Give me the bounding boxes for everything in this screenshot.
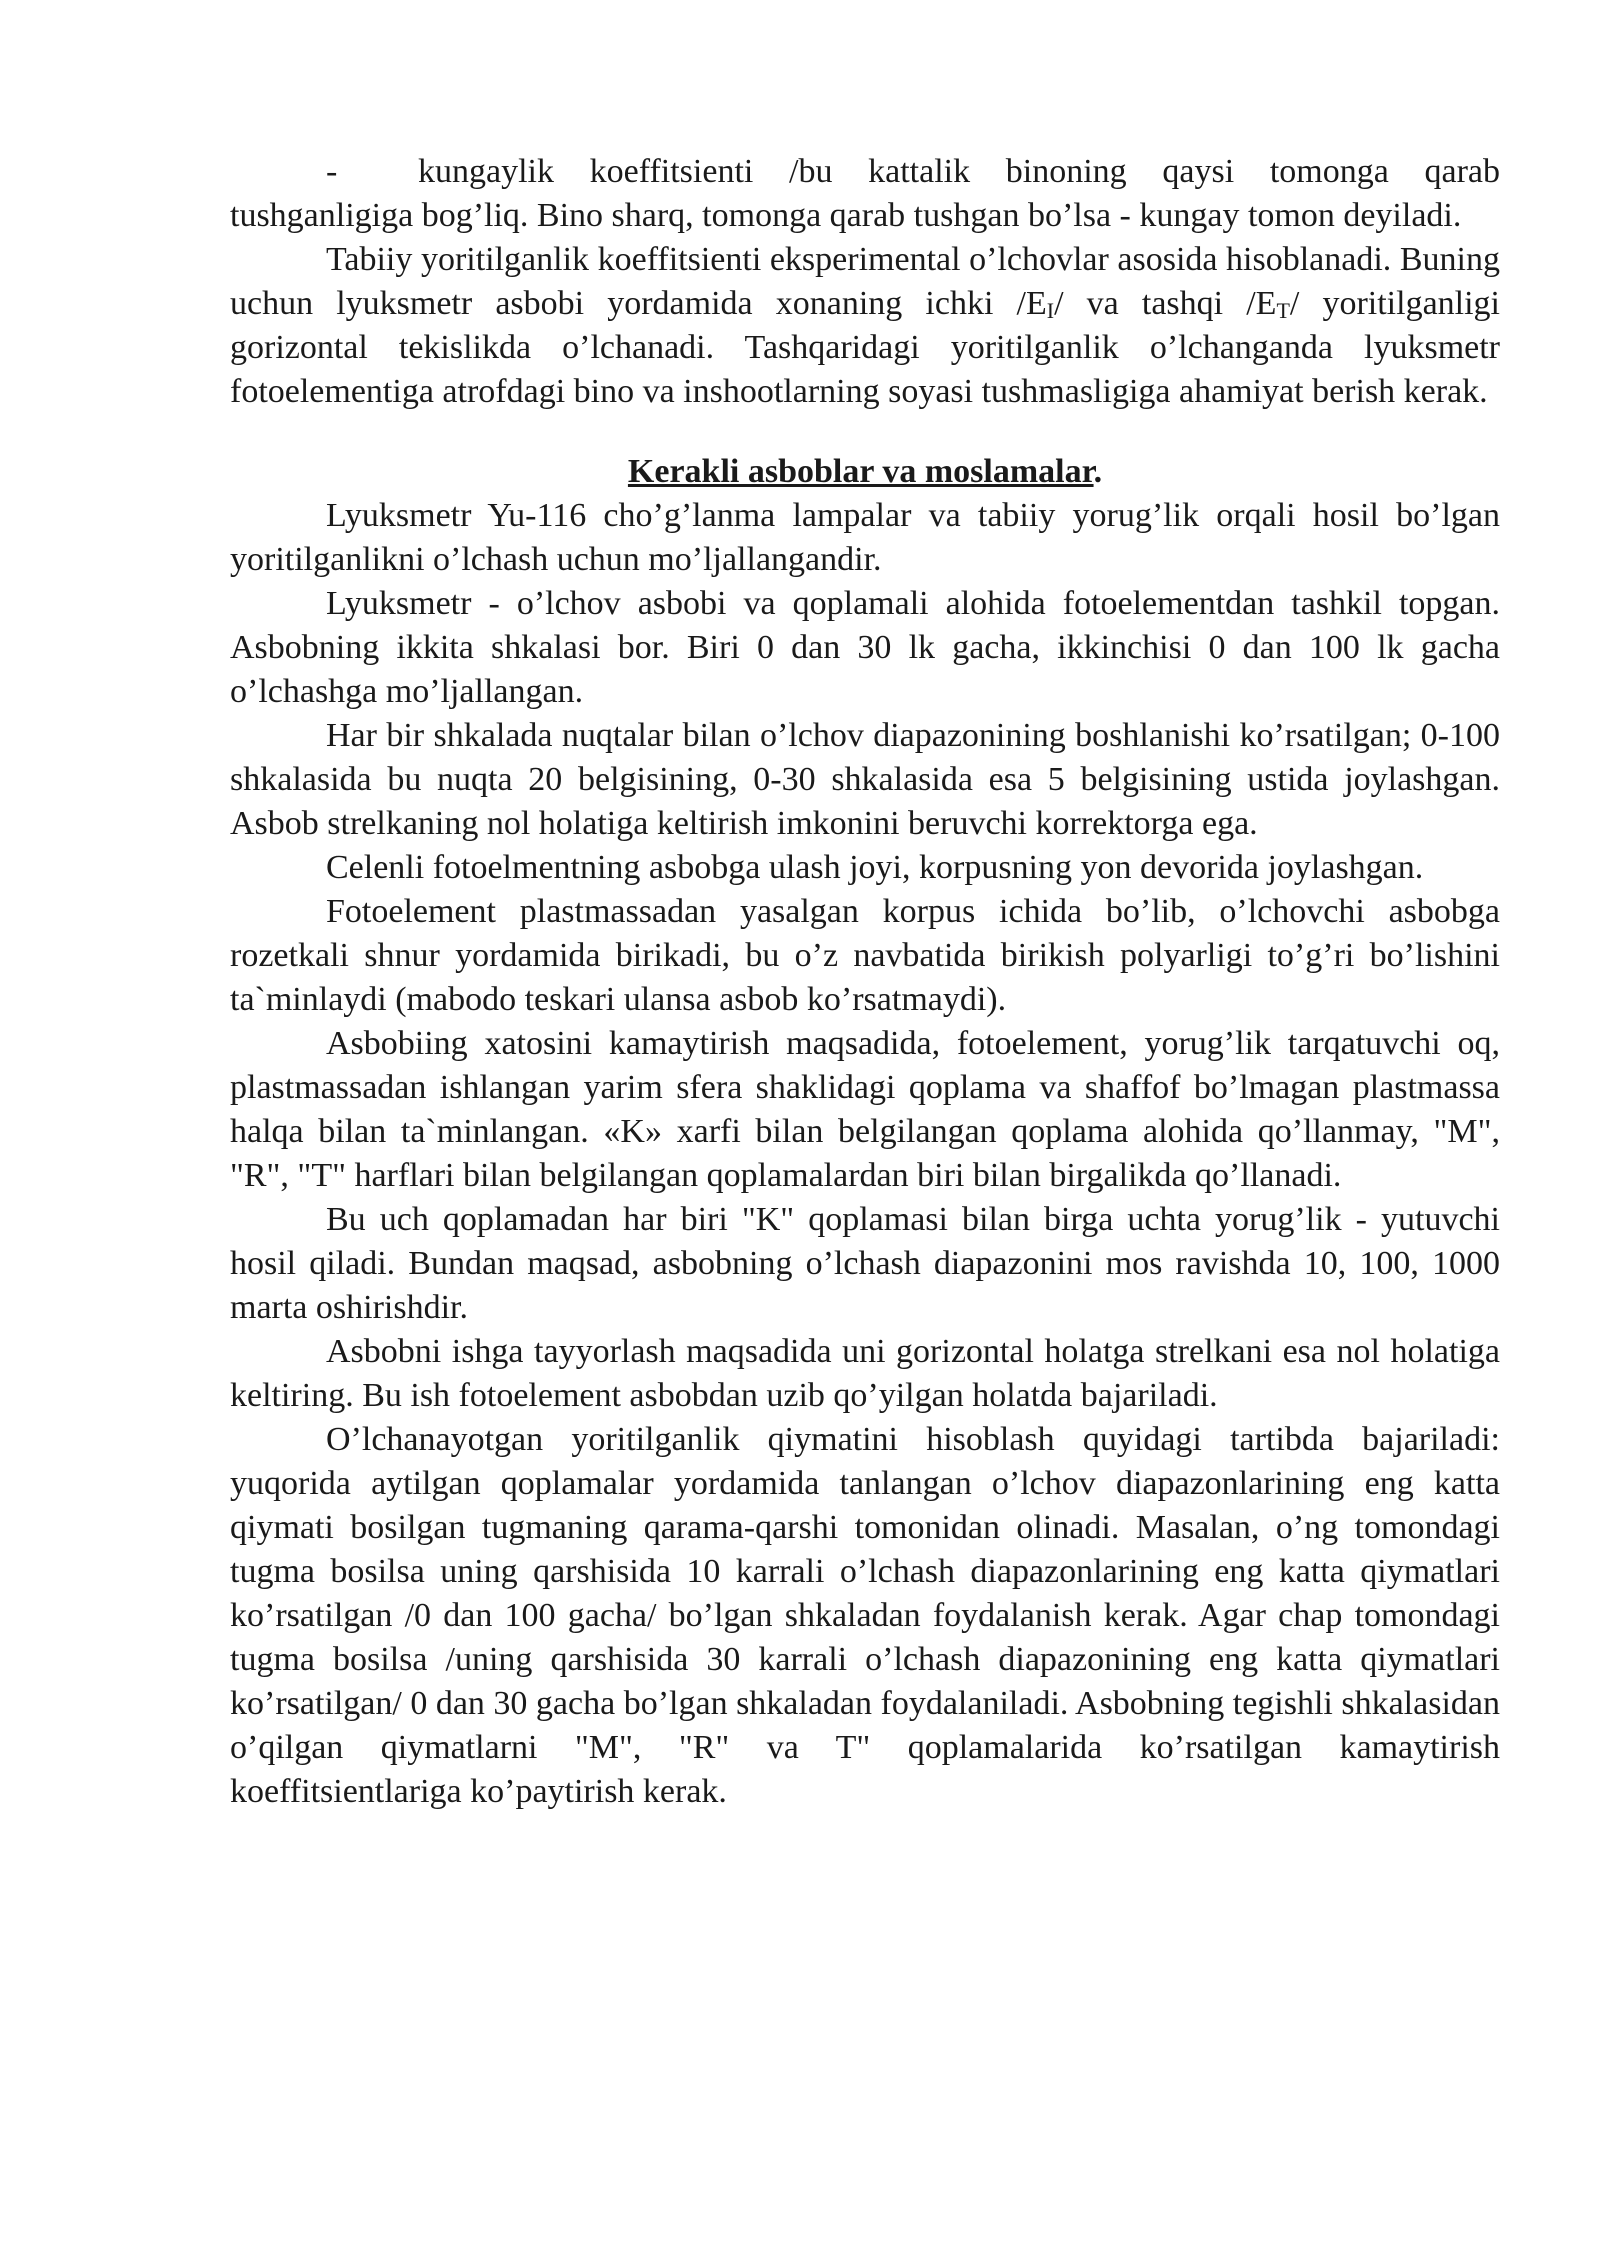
paragraph-illuminance-coefficient bbox=[230, 238, 1500, 414]
section-heading-text: Kerakli asboblar va moslamalar bbox=[627, 453, 1094, 490]
paragraph: Asbobni ishga tayyorlash maqsadida uni gorizontal holatga strelkani esa nol holatiga keltiring. Bu ish fotoelement asbobdan uzib qo’yilgan holatda bajariladi. bbox=[230, 1333, 1500, 1414]
section-heading bbox=[230, 450, 1500, 494]
paragraph: O’lchanayotgan yoritilganlik qiymatini hisoblash quyidagi tartibda bajariladi: yuqorida aytilgan qoplamalar yordamida tanlangan o’lchov diapazonlarining eng katta qiymati bosilgan tugmaning qarama-qarshi tomonidan olinadi. Masalan, o’ng tomondagi tugma bosilsa uning qarshisida 10 karrali o’lchash diapazonlarining eng katta qiymatlari ko’rsatilgan /0 dan 100 gacha/ bo’lgan shkaladan foydalanish kerak. Agar chap tomondagi tugma bosilsa /uning qarshisida 30 karrali o’lchash diapazonining eng katta qiymatlari ko’rsatilgan/ 0 dan 30 gacha bo’lgan shkaladan foydalaniladi. Asbobning tegishli shkalasidan o’qilgan qiymatlarni "M", "R" va T" qoplamalarida ko’rsatilgan kamaytirish koeffitsientlariga ko’paytirish kerak. bbox=[230, 1421, 1500, 1810]
paragraph-text: / va tashqi /E bbox=[1054, 285, 1277, 322]
paragraph: Har bir shkalada nuqtalar bilan o’lchov diapazonining boshlanishi ko’rsatilgan; 0-100 shkalasida bu nuqta 20 belgisining, 0-30 shkalasida esa 5 belgisining ustida joylashgan. Asbob strelkaning nol holatiga keltirish imkonini beruvchi korrektorga ega. bbox=[230, 717, 1500, 842]
bullet-paragraph bbox=[230, 150, 1500, 238]
paragraph: Lyuksmetr Yu-116 cho’g’lanma lampalar va tabiiy yorug’lik orqali hosil bo’lgan yoritilganlikni o’lchash uchun mo’ljallangandir. bbox=[230, 497, 1500, 578]
paragraph: Asbobiing xatosini kamaytirish maqsadida, fotoelement, yorug’lik tarqatuvchi oq, plastmassadan ishlangan yarim sfera shaklidagi qoplama va shaffof bo’lmagan plastmassa halqa bilan ta`minlangan. «K» xarfi bilan belgilangan qoplama alohida qo’llanmay, "M", "R", "T" harflari bilan belgilangan qoplamalardan biri bilan birgalikda qo’llanadi. bbox=[230, 1025, 1500, 1194]
document-page bbox=[230, 150, 1500, 1814]
paragraph: Celenli fotoelmentning asbobga ulash joyi, korpusning yon devorida joylashgan. bbox=[326, 849, 1424, 886]
paragraph-text: Tabiiy yoritilganlik koeffitsienti eksperimental o’lchovlar asosida hisoblanadi. Buning uchun lyuksmetr asbobi yordamida xonaning ichki /E bbox=[230, 241, 1500, 322]
subscript-internal: I bbox=[1046, 298, 1055, 323]
bullet-text: kungaylik koeffitsienti /bu kattalik binoning qaysi tomonga qarab tushganligiga bog’liq. Bino sharq, tomonga qarab tushgan bo’lsa - kungay tomon deyiladi. bbox=[230, 153, 1500, 234]
section-heading-dot: . bbox=[1093, 453, 1103, 490]
bullet-dash: - bbox=[326, 153, 338, 190]
paragraph: Lyuksmetr - o’lchov asbobi va qoplamali alohida fotoelementdan tashkil topgan. Asbobning ikkita shkalasi bor. Biri 0 dan 30 lk gacha, ikkinchisi 0 dan 100 lk gacha o’lchashga mo’ljallangan. bbox=[230, 585, 1500, 710]
subscript-external: T bbox=[1276, 298, 1290, 323]
paragraph: Fotoelement plastmassadan yasalgan korpus ichida bo’lib, o’lchovchi asbobga rozetkali shnur yordamida birikadi, bu o’z navbatida birikish polyarligi to’g’ri bo’lishini ta`minlaydi (mabodo teskari ulansa asbob ko’rsatmaydi). bbox=[230, 893, 1500, 1018]
paragraph-text: / yoritilganligi gorizontal tekislikda o’lchanadi. Tashqaridagi yoritilganlik o’lchanganda lyuksmetr fotoelementiga atrofdagi bino va inshootlarning soyasi tushmasligiga ahamiyat berish kerak. bbox=[230, 285, 1501, 410]
paragraph: Bu uch qoplamadan har biri "K" qoplamasi bilan birga uchta yorug’lik - yutuvchi hosil qiladi. Bundan maqsad, asbobning o’lchash diapazonini mos ravishda 10, 100, 1000 marta oshirishdir. bbox=[230, 1201, 1500, 1326]
